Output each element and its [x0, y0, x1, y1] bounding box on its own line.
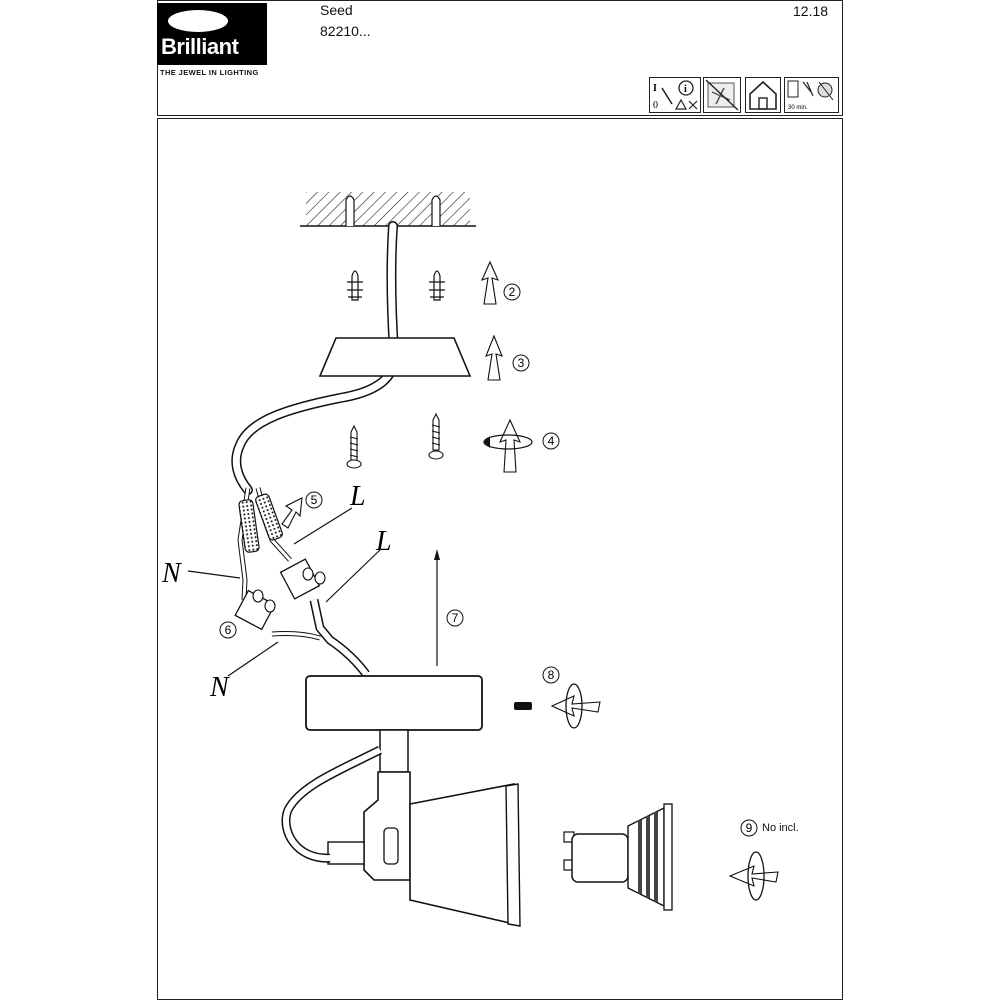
fixture-base — [306, 676, 482, 730]
step-marker-3 — [513, 355, 529, 371]
svg-text:8: 8 — [547, 668, 555, 682]
brand-tagline: THE JEWEL IN LIGHTING — [160, 68, 259, 77]
ceiling — [300, 192, 476, 226]
canopy-plate — [320, 338, 470, 376]
svg-text:7: 7 — [451, 611, 459, 625]
step-marker-6 — [220, 622, 236, 638]
product-code: 82210... — [320, 23, 371, 39]
rotate-loosen-icon — [552, 684, 600, 728]
screw-icon — [347, 426, 361, 468]
gu10-bulb — [564, 804, 672, 910]
arrow-up-icon — [434, 549, 440, 666]
step-marker-8 — [543, 667, 559, 683]
svg-text:2: 2 — [508, 285, 516, 299]
wall-plug-icon — [429, 271, 445, 300]
step-marker-2 — [504, 284, 520, 300]
neutral-label: N — [162, 558, 181, 589]
pull-sleeve-arrow-icon — [282, 498, 302, 528]
live-label: L — [350, 481, 366, 512]
spotlight-body — [286, 730, 520, 926]
document-date: 12.18 — [793, 3, 829, 19]
svg-text:5: 5 — [310, 493, 318, 507]
step-marker-9 — [741, 820, 757, 836]
svg-text:i: i — [684, 84, 687, 95]
svg-text:0: 0 — [653, 100, 658, 111]
brand-name: Brilliant — [161, 34, 239, 59]
svg-text:4: 4 — [547, 434, 555, 448]
step-marker-5 — [306, 492, 322, 508]
svg-text:I: I — [653, 83, 657, 94]
step-marker-7 — [447, 610, 463, 626]
rotate-bulb-icon — [730, 852, 778, 900]
tools-time-text: 30 min. — [788, 105, 808, 111]
wire-sleeves — [238, 488, 290, 600]
step-marker-4 — [543, 433, 559, 449]
svg-text:3: 3 — [517, 356, 525, 370]
svg-text:6: 6 — [224, 623, 232, 637]
svg-text:9: 9 — [745, 821, 753, 835]
arrow-up-icon — [486, 336, 502, 380]
neutral-label: N — [210, 672, 229, 703]
bulb-not-included-note: No incl. — [762, 822, 799, 834]
product-name: Seed — [320, 2, 353, 18]
screw-icon — [429, 414, 443, 459]
terminal-block — [235, 590, 275, 629]
arrow-up-icon — [482, 262, 498, 304]
terminal-block — [281, 559, 325, 599]
live-label: L — [376, 526, 392, 557]
grub-screw-icon — [514, 702, 532, 710]
wall-plug-icon — [347, 271, 363, 300]
rotate-screw-icon — [484, 420, 532, 472]
